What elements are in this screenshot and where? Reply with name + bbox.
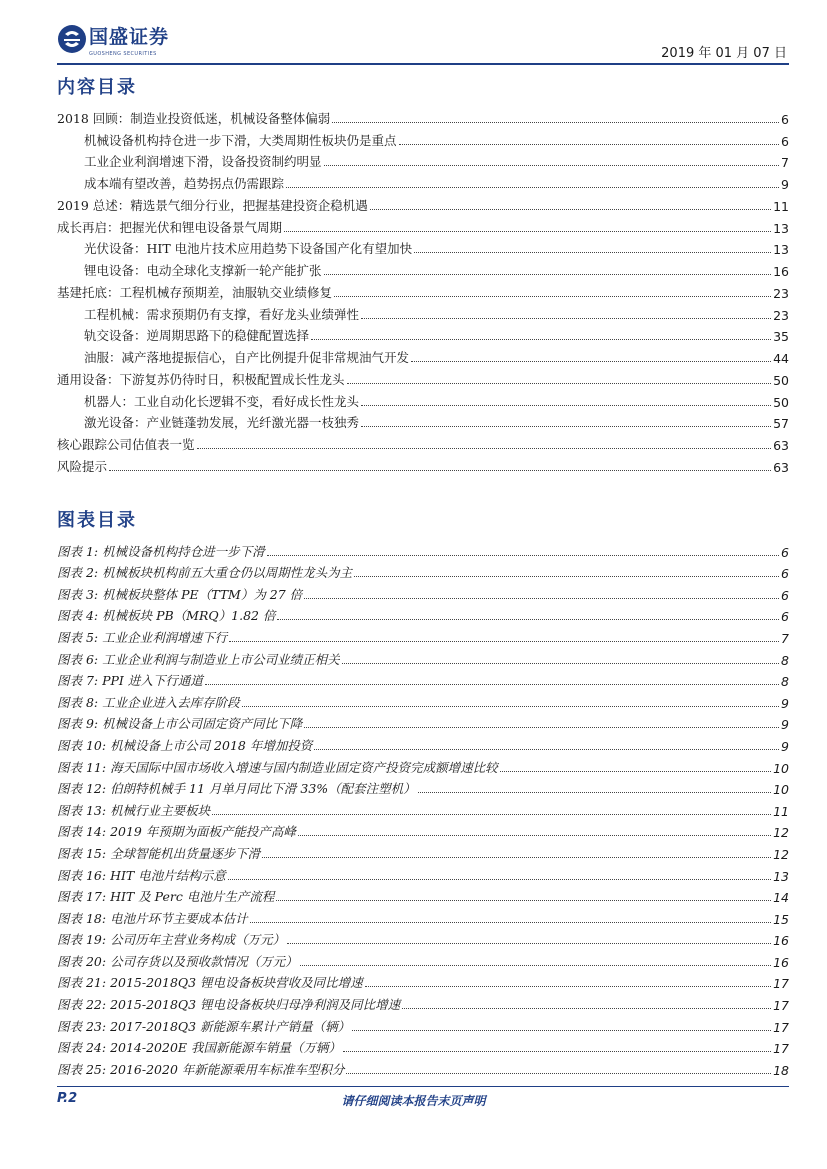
dot-leader <box>314 749 779 750</box>
dot-leader <box>267 555 779 556</box>
toc-entry[interactable] <box>57 323 789 345</box>
dot-leader <box>229 641 779 642</box>
dot-leader <box>347 383 772 384</box>
toc-entry-text: 工业企业利润增速下滑，设备投资制约明显 <box>84 154 322 170</box>
dot-leader <box>399 144 780 145</box>
figure-entry-page: 17 <box>773 1019 789 1035</box>
figure-entry-text: 图表 19: 公司历年主营业务构成（万元） <box>57 932 286 948</box>
report-date: 2019 年 01 月 07 日 <box>661 46 787 61</box>
dot-leader <box>287 943 771 944</box>
figure-entry[interactable] <box>57 819 789 841</box>
toc-entry-text: 基建托底：工程机械存预期差，油服轨交业绩修复 <box>57 284 333 300</box>
toc-entry-text: 通用设备：下游复苏仍待时日，积极配置成长性龙头 <box>57 371 345 387</box>
toc-entry-page: 50 <box>773 372 789 388</box>
toc-entry[interactable] <box>57 366 789 388</box>
figure-entry[interactable] <box>57 991 789 1013</box>
figure-entry[interactable] <box>57 862 789 884</box>
dot-leader <box>250 922 772 923</box>
dot-leader <box>361 426 771 427</box>
dot-leader <box>418 792 771 793</box>
toc-entry[interactable] <box>57 149 789 171</box>
toc-entry[interactable] <box>57 344 789 366</box>
figure-entry[interactable] <box>57 624 789 646</box>
dot-leader <box>500 771 772 772</box>
figure-entry[interactable] <box>57 1056 789 1078</box>
dot-leader <box>304 727 779 728</box>
toc-entry[interactable] <box>57 105 789 127</box>
figure-entry-text: 图表 23: 2017-2018Q3 新能源车累计产销量（辆） <box>57 1018 351 1034</box>
figure-entry-page: 9 <box>781 695 789 711</box>
figure-entry[interactable] <box>57 581 789 603</box>
figure-entry-text: 图表 7: PPI 进入下行通道 <box>57 673 203 689</box>
figure-entry[interactable] <box>57 732 789 754</box>
figure-entry-page: 9 <box>781 738 789 754</box>
toc-entry[interactable] <box>57 170 789 192</box>
figure-entry[interactable] <box>57 884 789 906</box>
figure-entry[interactable] <box>57 927 789 949</box>
dot-leader <box>361 405 771 406</box>
toc-entry-text: 成长再启：把握光伏和锂电设备景气周期 <box>57 219 283 235</box>
toc-entry-text: 激光设备：产业链蓬勃发展，光纤激光器一枝独秀 <box>84 415 360 431</box>
figure-list-title: 图表目录 <box>57 510 137 531</box>
figure-entry-page: 15 <box>773 911 789 927</box>
footer-divider <box>57 1086 789 1087</box>
figure-entry[interactable] <box>57 711 789 733</box>
figure-entry-page: 17 <box>773 976 789 992</box>
toc-entry-page: 16 <box>773 264 789 279</box>
figure-entry[interactable] <box>57 1013 789 1035</box>
toc-entry-page: 6 <box>781 111 789 127</box>
figure-entry-page: 17 <box>773 998 789 1014</box>
figure-entry-page: 10 <box>773 782 789 798</box>
dot-leader <box>276 900 771 901</box>
toc-entry-text: 锂电设备：电动全球化支撑新一轮产能扩张 <box>84 263 322 278</box>
figure-entry-page: 12 <box>773 846 789 862</box>
figure-entry-page: 18 <box>773 1062 789 1078</box>
figure-entry[interactable] <box>57 754 789 776</box>
figure-entry-page: 7 <box>781 630 789 646</box>
figure-entry-page: 6 <box>781 544 789 560</box>
figure-entry-page: 13 <box>773 868 789 884</box>
figure-entry-text: 图表 8: 工业企业进入去库存阶段 <box>57 694 240 710</box>
dot-leader <box>324 274 772 275</box>
figure-entry-page: 14 <box>773 890 789 906</box>
figure-entry-text: 图表 9: 机械设备上市公司固定资产同比下降 <box>57 716 303 732</box>
toc-entry-page: 7 <box>781 155 789 171</box>
figure-entry-text: 图表 5: 工业企业利润增速下行 <box>57 629 228 645</box>
figure-entry[interactable] <box>57 603 789 625</box>
figure-entry[interactable] <box>57 689 789 711</box>
toc-entry-text: 2019 总述：精选景气细分行业，把握基建投资企稳机遇 <box>57 197 368 213</box>
toc-entry-text: 工程机械：需求预期仍有支撑，看好龙头业绩弹性 <box>84 306 360 322</box>
table-of-contents <box>57 105 789 475</box>
dot-leader <box>298 835 771 836</box>
dot-leader <box>346 1073 771 1074</box>
figure-entry-page: 6 <box>781 566 789 582</box>
figure-entry-page: 8 <box>781 674 789 690</box>
figure-entry-text: 图表 16: HIT 电池片结构示意 <box>57 867 226 883</box>
figure-entry[interactable] <box>57 948 789 970</box>
dot-leader <box>300 965 772 966</box>
figure-entry-text: 图表 2: 机械板块机构前五大重仓仍以周期性龙头为主 <box>57 565 353 581</box>
figure-entry-text: 图表 25: 2016-2020 年新能源乘用车标准车型积分 <box>57 1061 345 1077</box>
dot-leader <box>109 470 771 471</box>
figure-entry-page: 8 <box>781 652 789 668</box>
toc-entry-text: 机器人：工业自动化长逻辑不变，看好成长性龙头 <box>84 393 360 409</box>
dot-leader <box>228 879 771 880</box>
figure-entry-page: 17 <box>773 1041 789 1057</box>
figure-entry-text: 图表 10: 机械设备上市公司 2018 年增加投资 <box>57 737 313 753</box>
header-divider <box>57 63 789 65</box>
toc-entry-page: 13 <box>773 220 789 236</box>
figure-entry-page: 9 <box>781 717 789 733</box>
dot-leader <box>304 598 779 599</box>
toc-entry-page: 11 <box>773 198 789 214</box>
dot-leader <box>242 706 779 707</box>
toc-entry-text: 油服：减产落地提振信心，自产比例提升促非常规油气开发 <box>84 350 410 365</box>
figure-entry-page: 6 <box>781 609 789 625</box>
figure-entry[interactable] <box>57 1035 789 1057</box>
figure-entry-text: 图表 24: 2014-2020E 我国新能源车销量（万辆） <box>57 1040 342 1056</box>
logo-mark-icon <box>57 24 87 54</box>
toc-entry[interactable] <box>57 214 789 236</box>
dot-leader <box>354 576 779 577</box>
toc-entry-page: 13 <box>773 242 789 258</box>
company-logo <box>57 22 207 66</box>
disclaimer-note: 请仔细阅读本报告末页声明 <box>341 1094 486 1108</box>
dot-leader <box>212 814 771 815</box>
toc-entry-text: 轨交设备：逆周期思路下的稳健配置选择 <box>84 328 310 344</box>
figure-entry[interactable] <box>57 646 789 668</box>
figure-entry-text: 图表 11: 海天国际中国市场收入增速与国内制造业固定资产投资完成额增速比较 <box>57 759 498 775</box>
toc-entry-page: 44 <box>773 351 789 366</box>
dot-leader <box>352 1030 771 1031</box>
figure-entry[interactable] <box>57 668 789 690</box>
toc-entry-page: 23 <box>773 285 789 301</box>
figure-entry-text: 图表 3: 机械板块整体 PE（TTM）为 27 倍 <box>57 586 303 602</box>
dot-leader <box>324 165 780 166</box>
page-number: P.2 <box>57 1091 78 1106</box>
toc-entry[interactable] <box>57 127 789 149</box>
toc-entry[interactable] <box>57 192 789 214</box>
toc-entry-page: 63 <box>773 459 789 475</box>
page-header <box>57 22 789 66</box>
dot-leader <box>411 361 771 362</box>
figure-entry-page: 11 <box>773 803 789 819</box>
toc-entry-page: 6 <box>781 133 789 149</box>
figure-entry-text: 图表 1: 机械设备机构持仓进一步下滑 <box>57 543 265 559</box>
figure-entry-text: 图表 18: 电池片环节主要成本估计 <box>57 910 248 926</box>
dot-leader <box>262 857 771 858</box>
dot-leader <box>365 986 772 987</box>
toc-entry-page: 50 <box>773 394 789 410</box>
toc-entry-page: 9 <box>781 177 789 192</box>
toc-title: 内容目录 <box>57 77 137 98</box>
dot-leader <box>311 339 771 340</box>
figure-entry[interactable] <box>57 840 789 862</box>
dot-leader <box>334 296 771 297</box>
toc-entry-text: 成本端有望改善，趋势拐点仍需跟踪 <box>84 176 285 191</box>
figure-entry[interactable] <box>57 776 789 798</box>
figure-entry-page: 16 <box>773 954 789 970</box>
figure-entry-text: 图表 14: 2019 年预期为面板产能投产高峰 <box>57 824 296 840</box>
toc-entry-page: 57 <box>773 416 789 432</box>
dot-leader <box>332 122 779 123</box>
dot-leader <box>414 252 771 253</box>
dot-leader <box>342 663 779 664</box>
figure-list <box>57 538 789 1078</box>
figure-entry[interactable] <box>57 560 789 582</box>
toc-entry-page: 63 <box>773 438 789 453</box>
toc-entry-text: 光伏设备：HIT 电池片技术应用趋势下设备国产化有望加快 <box>84 241 413 257</box>
logo-text: 国盛证券 <box>89 26 170 48</box>
toc-entry[interactable] <box>57 431 789 453</box>
figure-entry[interactable] <box>57 538 789 560</box>
figure-entry-text: 图表 13: 机械行业主要板块 <box>57 802 211 818</box>
toc-entry[interactable] <box>57 301 789 323</box>
toc-entry-text: 核心跟踪公司估值表一览 <box>57 437 195 452</box>
figure-entry-text: 图表 20: 公司存货以及预收款情况（万元） <box>57 953 298 969</box>
toc-entry-text: 2018 回顾：制造业投资低迷，机械设备整体偏弱 <box>57 110 331 126</box>
figure-entry[interactable] <box>57 970 789 992</box>
figure-entry-page: 12 <box>773 825 789 841</box>
toc-entry[interactable] <box>57 257 789 279</box>
dot-leader <box>277 619 779 620</box>
figure-entry[interactable] <box>57 905 789 927</box>
toc-entry[interactable] <box>57 453 789 475</box>
dot-leader <box>286 187 779 188</box>
figure-entry-text: 图表 6: 工业企业利润与制造业上市公司业绩正相关 <box>57 651 340 667</box>
figure-entry-page: 10 <box>773 760 789 776</box>
toc-entry[interactable] <box>57 236 789 258</box>
toc-entry[interactable] <box>57 388 789 410</box>
logo-subtext: GUOSHENG SECURITIES <box>89 51 157 57</box>
dot-leader <box>402 1008 771 1009</box>
dot-leader <box>197 448 772 449</box>
toc-entry[interactable] <box>57 410 789 432</box>
toc-entry[interactable] <box>57 279 789 301</box>
figure-entry-page: 16 <box>773 933 789 949</box>
figure-entry-text: 图表 12: 伯朗特机械手 11 月单月同比下滑 33%（配套注塑机） <box>57 781 416 797</box>
dot-leader <box>343 1051 771 1052</box>
figure-entry-text: 图表 21: 2015-2018Q3 锂电设备板块营收及同比增速 <box>57 975 363 991</box>
toc-entry-text: 风险提示 <box>57 458 108 474</box>
toc-entry-text: 机械设备机构持仓进一步下滑，大类周期性板块仍是重点 <box>84 132 397 148</box>
figure-entry-text: 图表 15: 全球智能机出货量逐步下滑 <box>57 845 261 861</box>
dot-leader <box>284 231 771 232</box>
dot-leader <box>205 684 779 685</box>
figure-entry[interactable] <box>57 797 789 819</box>
figure-entry-text: 图表 4: 机械板块 PB（MRQ）1.82 倍 <box>57 608 276 624</box>
dot-leader <box>361 318 771 319</box>
figure-entry-text: 图表 17: HIT 及 Perc 电池片生产流程 <box>57 889 275 905</box>
toc-entry-page: 23 <box>773 307 789 323</box>
dot-leader <box>370 209 771 210</box>
figure-entry-page: 6 <box>781 587 789 603</box>
toc-entry-page: 35 <box>773 329 789 345</box>
figure-entry-text: 图表 22: 2015-2018Q3 锂电设备板块归母净利润及同比增速 <box>57 997 401 1013</box>
